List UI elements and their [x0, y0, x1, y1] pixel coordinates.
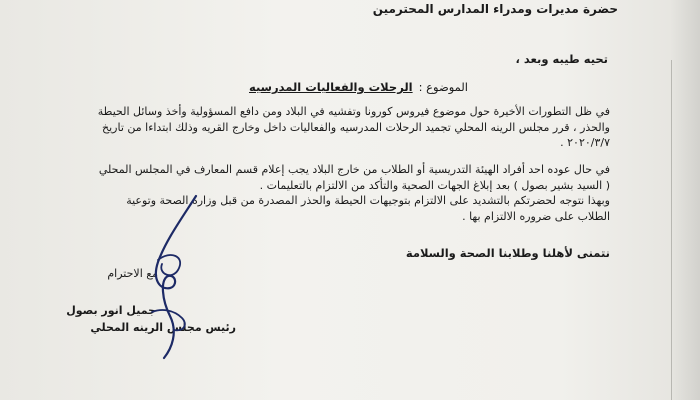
handwritten-signature [100, 190, 260, 370]
paragraph-2-line-4: الطلاب على ضروره الالتزام بها . [462, 209, 610, 223]
signer-title: رئيس مجلس الرينه المحلي [90, 321, 236, 334]
addressee-line: حضرة مديرات ومدراء المدارس المحترمين [372, 2, 618, 16]
greeting-line: تحيه طيبه وبعد ، [515, 52, 608, 66]
paragraph-1-line-1: في ظل التطورات الأخيرة حول موضوع فيروس كورونا وتفشيه في البلاد ومن دافع المسؤولية وأخذ وسائل الحيطة [97, 105, 610, 118]
subject-value: الرحلات والفعاليات المدرسيه [249, 80, 413, 94]
signature-stroke-loop [158, 255, 180, 275]
closing-line: نتمنى لأهلنا وطلابنا الصحة والسلامة [405, 246, 610, 260]
paragraph-1-line-2: والحذر ، قرر مجلس الرينه المحلي تجميد الرحلات المدرسيه والفعاليات داخل وخارج القريه وذلك ابتداءا من تاريخ [102, 120, 610, 134]
paragraph-1-line-3: ٢٠٢٠/٣/٧ . [560, 136, 610, 149]
subject-label: الموضوع : [418, 80, 468, 94]
subject-line [249, 80, 468, 94]
paragraph-2-line-1: في حال عوده احد أفراد الهيئة التدريسية أو الطلاب من خارج البلاد يجب إعلام قسم المعارف في المجلس المحلي [98, 163, 610, 176]
signature-stroke-main [156, 196, 196, 358]
paragraph-1 [98, 104, 610, 151]
regards-line: مع الاحترام [107, 267, 158, 280]
page-edge-line [671, 60, 672, 400]
paragraph-2-line-3: وبهذا نتوجه لحضرتكم بالتشديد على الالتزام بتوجيهات الحيطة والحذر المصدرة من قبل وزاره الصحة وتوعية [126, 194, 610, 207]
signer-name: جميل انور بصول [66, 304, 156, 317]
paragraph-2-line-2: ( السيد بشير بصول ) بعد إبلاغ الجهات الصحية والتأكد من الالتزام بالتعليمات . [259, 178, 610, 192]
